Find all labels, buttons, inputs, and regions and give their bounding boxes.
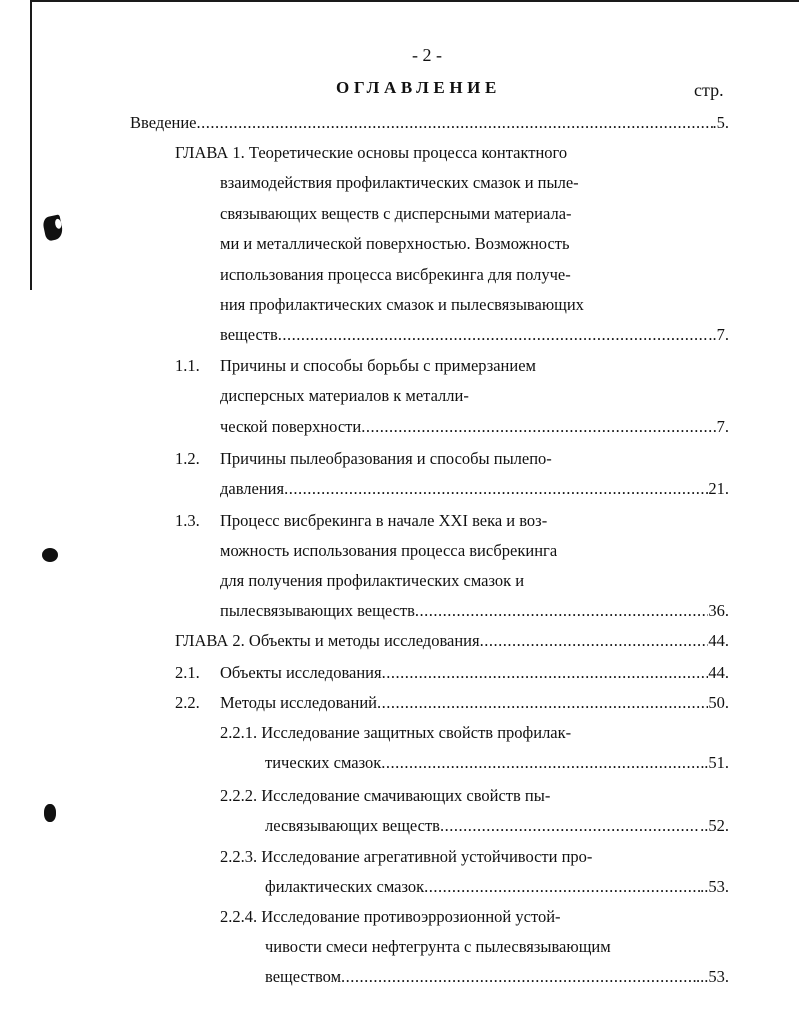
toc-section-line: дисперсных материалов к металли- [220,386,469,405]
toc-subsection-line: 2.2.3. Исследование агрегативной устойчивости про- [220,847,593,866]
toc-entry-text: лесвязывающих веществ [265,816,440,835]
toc-chapter-2 [175,630,729,652]
toc-entry-text: веществом [265,967,342,986]
toc-entry-text: Методы исследований [220,693,377,712]
toc-subsection-line: чивости смеси нефтегрунта с пылесвязывающим [265,937,611,956]
toc-chapter-1-line: ми и металлической поверхностью. Возможность [220,234,570,253]
toc-entry-text: веществ [220,325,278,344]
toc-section-line: Причины и способы борьбы с примерзанием [220,356,536,375]
toc-subsection-line: 2.2.4. Исследование противоэррозионной устой- [220,907,561,926]
toc-subsection-last-line [265,966,729,988]
leader-dots [278,324,709,346]
toc-section-number: 1.3. [175,511,200,530]
toc-entry-text: пылесвязывающих веществ [220,601,415,620]
leader-dots [415,600,708,622]
toc-page-number: ..52. [700,816,729,835]
toc-chapter-1-line: использования процесса висбрекинга для получе- [220,265,571,284]
toc-entry-text: Введение [130,113,197,132]
toc-section-line: можность использования процесса висбрекинга [220,541,558,560]
toc-section-number: 1.2. [175,449,200,468]
page-number: - 2 - [412,45,442,65]
toc-section-line: Процесс висбрекинга в начале XXI века и воз- [220,511,548,530]
toc-page-number: ..53. [700,877,729,896]
toc-entry-text: давления [220,479,285,498]
toc-section-last-line [220,600,729,622]
leader-dots [424,876,700,898]
toc-entry-text: ГЛАВА 2. Объекты и методы исследования [175,631,480,650]
toc-section-2-2 [220,692,729,714]
leader-dots [377,692,708,714]
toc-chapter-1-line: ГЛАВА 1. Теоретические основы процесса контактного [175,143,568,162]
toc-section-2-1 [220,662,729,684]
toc-chapter-1-last-line [220,324,729,346]
scan-ink-mark [42,548,58,562]
toc-section-number: 2.2. [175,693,200,712]
toc-section-number: 1.1. [175,356,200,375]
leader-dots [480,630,709,652]
toc-page-number: 7. [716,417,729,436]
toc-page-number: 44. [708,631,729,650]
toc-subsection-line: 2.2.1. Исследование защитных свойств профилак- [220,723,572,742]
toc-subsection-last-line [265,876,729,898]
toc-entry-text: филактических смазок [265,877,425,896]
leader-dots [361,416,716,438]
toc-page-number: 36. [708,601,729,620]
toc-entry-intro [130,112,729,134]
leader-dots [197,112,713,134]
toc-page-number: 44. [708,663,729,682]
page-title: ОГЛАВЛЕНИЕ [336,78,501,97]
toc-chapter-1-line: взаимодействия профилактических смазок и пыле- [220,173,579,192]
toc-page-number: 50. [708,693,729,712]
toc-section-last-line [220,416,729,438]
toc-chapter-1-line: связывающих веществ с дисперсными материала- [220,204,572,223]
scan-ink-mark [44,804,56,822]
toc-subsection-last-line [265,752,729,774]
toc-page-number: 21. [708,479,729,498]
scan-ink-mark [42,214,65,241]
toc-entry-text: Объекты исследования [220,663,382,682]
toc-section-line: Причины пылеобразования и способы пылепо- [220,449,552,468]
scan-border-top [30,0,799,2]
toc-page-number: ..7. [708,325,729,344]
toc-chapter-1-line: ния профилактических смазок и пылесвязывающих [220,295,584,314]
leader-dots [382,662,709,684]
page-column-label: стр. [694,80,724,100]
toc-section-number: 2.1. [175,663,200,682]
toc-page-number: .51. [704,753,729,772]
toc-subsection-line: 2.2.2. Исследование смачивающих свойств пы- [220,786,551,805]
toc-page-number: ...53. [696,967,729,986]
toc-entry-text: тических смазок [265,753,382,772]
leader-dots [381,752,704,774]
toc-section-last-line [220,478,729,500]
leader-dots [284,478,708,500]
scan-border-left [30,0,32,290]
leader-dots [341,966,696,988]
leader-dots [440,815,700,837]
toc-entry-text: ческой поверхности [220,417,362,436]
toc-section-line: для получения профилактических смазок и [220,571,525,590]
toc-subsection-last-line [265,815,729,837]
toc-page-number: .5. [712,113,729,132]
